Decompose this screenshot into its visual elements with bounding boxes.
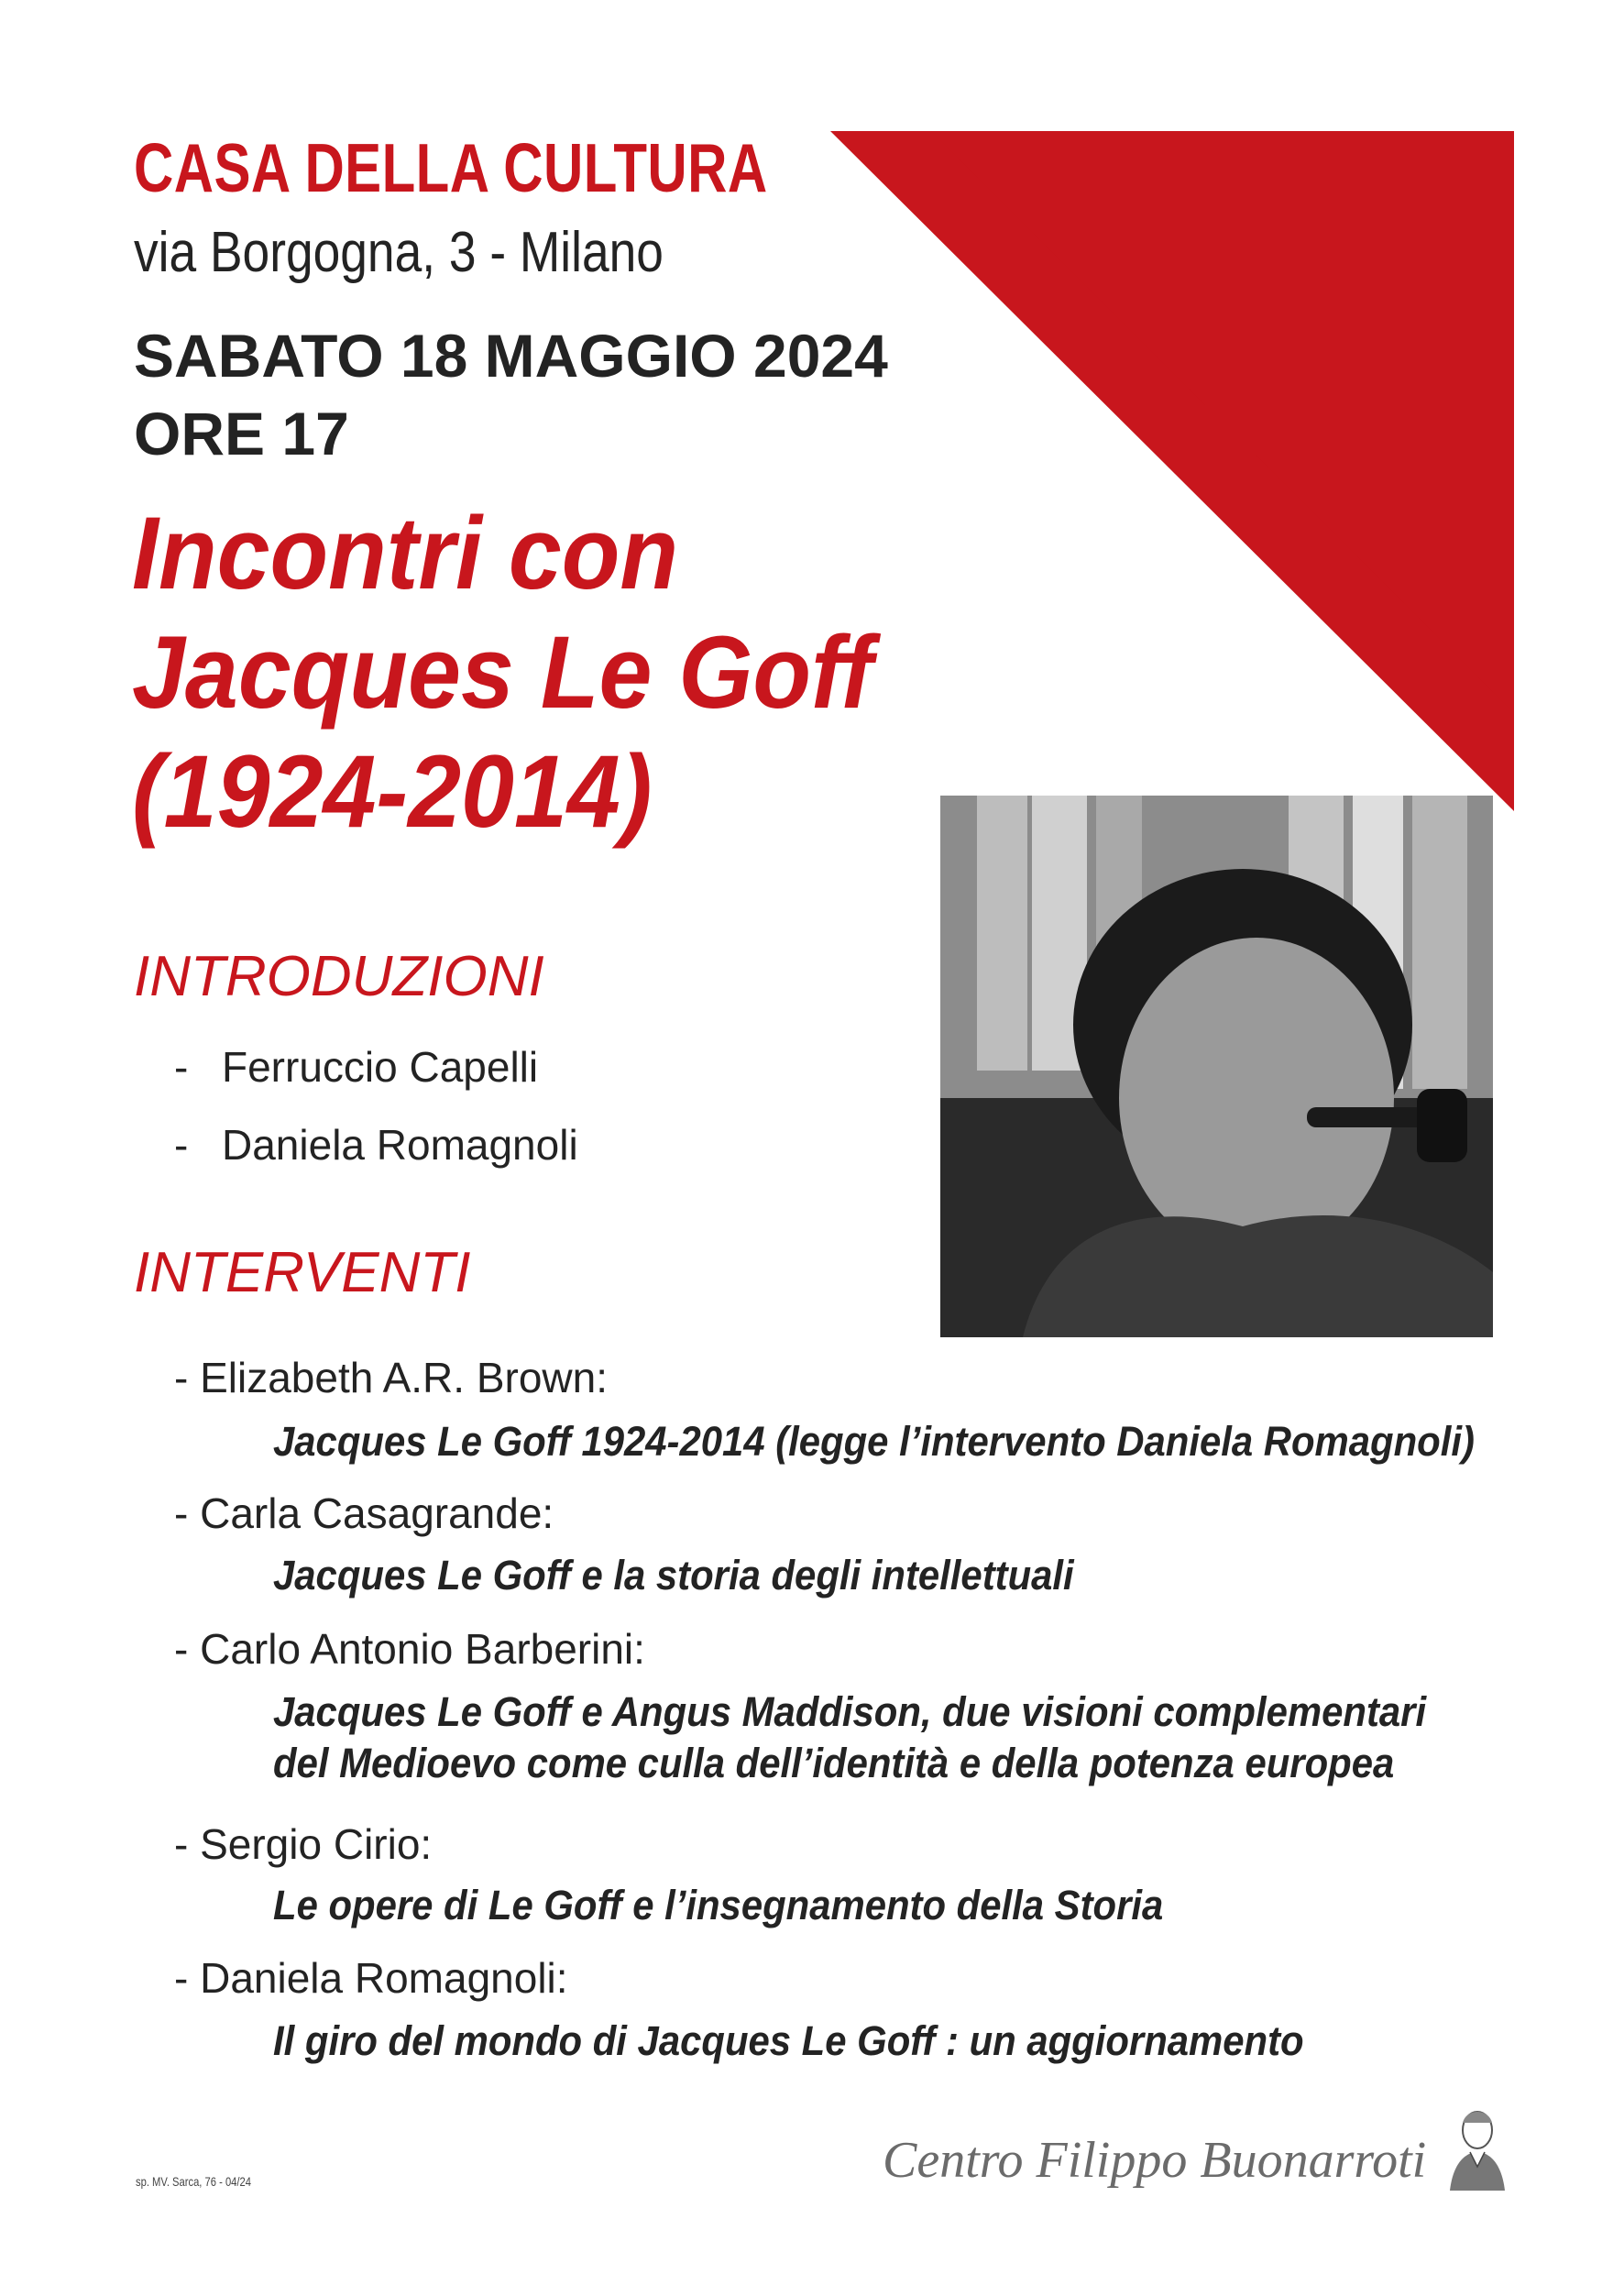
- event-time: ORE 17: [134, 400, 349, 467]
- speaker-name: - Daniela Romagnoli:: [174, 1954, 568, 2002]
- face-shape: [1119, 938, 1394, 1258]
- talk-title: Il giro del mondo di Jacques Le Goff : un aggiornamento: [273, 2017, 1304, 2064]
- interventions-heading: INTERVENTI: [134, 1241, 471, 1304]
- talk-title: Jacques Le Goff e Angus Maddison, due visioni complementari: [273, 1688, 1427, 1735]
- speaker-name: - Carlo Antonio Barberini:: [174, 1625, 645, 1673]
- event-title-line-3: (1924-2014): [132, 734, 653, 849]
- event-date: SABATO 18 MAGGIO 2024: [134, 322, 888, 390]
- venue-name: CASA DELLA CULTURA: [134, 129, 768, 206]
- printer-note: sp. MV. Sarca, 76 - 04/24: [136, 2174, 251, 2189]
- talk-title: Jacques Le Goff 1924-2014 (legge l’intervento Daniela Romagnoli): [273, 1418, 1475, 1465]
- speaker-name: - Sergio Cirio:: [174, 1820, 433, 1868]
- talk-title: Le opere di Le Goff e l’insegnamento della Storia: [273, 1882, 1164, 1928]
- speaker-name: - Carla Casagrande:: [174, 1489, 554, 1537]
- talk-title: Jacques Le Goff e la storia degli intellettuali: [273, 1552, 1074, 1598]
- intro-name: Ferruccio Capelli: [222, 1043, 539, 1091]
- introductions-heading: INTRODUZIONI: [134, 945, 544, 1008]
- event-title-line-1: Incontri con: [132, 496, 679, 610]
- intro-name: Daniela Romagnoli: [222, 1121, 578, 1169]
- speaker-name: - Elizabeth A.R. Brown:: [174, 1354, 608, 1401]
- organization-name: Centro Filippo Buonarroti: [883, 2132, 1427, 2189]
- event-title-line-2: Jacques Le Goff: [132, 615, 873, 730]
- talk-title: del Medioevo come culla dell’identità e della potenza europea: [273, 1740, 1395, 1786]
- portrait-photo: [940, 796, 1493, 1337]
- venue-address: via Borgogna, 3 - Milano: [134, 221, 664, 284]
- pipe-bowl: [1417, 1089, 1467, 1162]
- intro-item: - Daniela Romagnoli: [174, 1121, 578, 1169]
- intro-item: - Ferruccio Capelli: [174, 1043, 539, 1091]
- buonarroti-portrait-icon: [1441, 2099, 1514, 2191]
